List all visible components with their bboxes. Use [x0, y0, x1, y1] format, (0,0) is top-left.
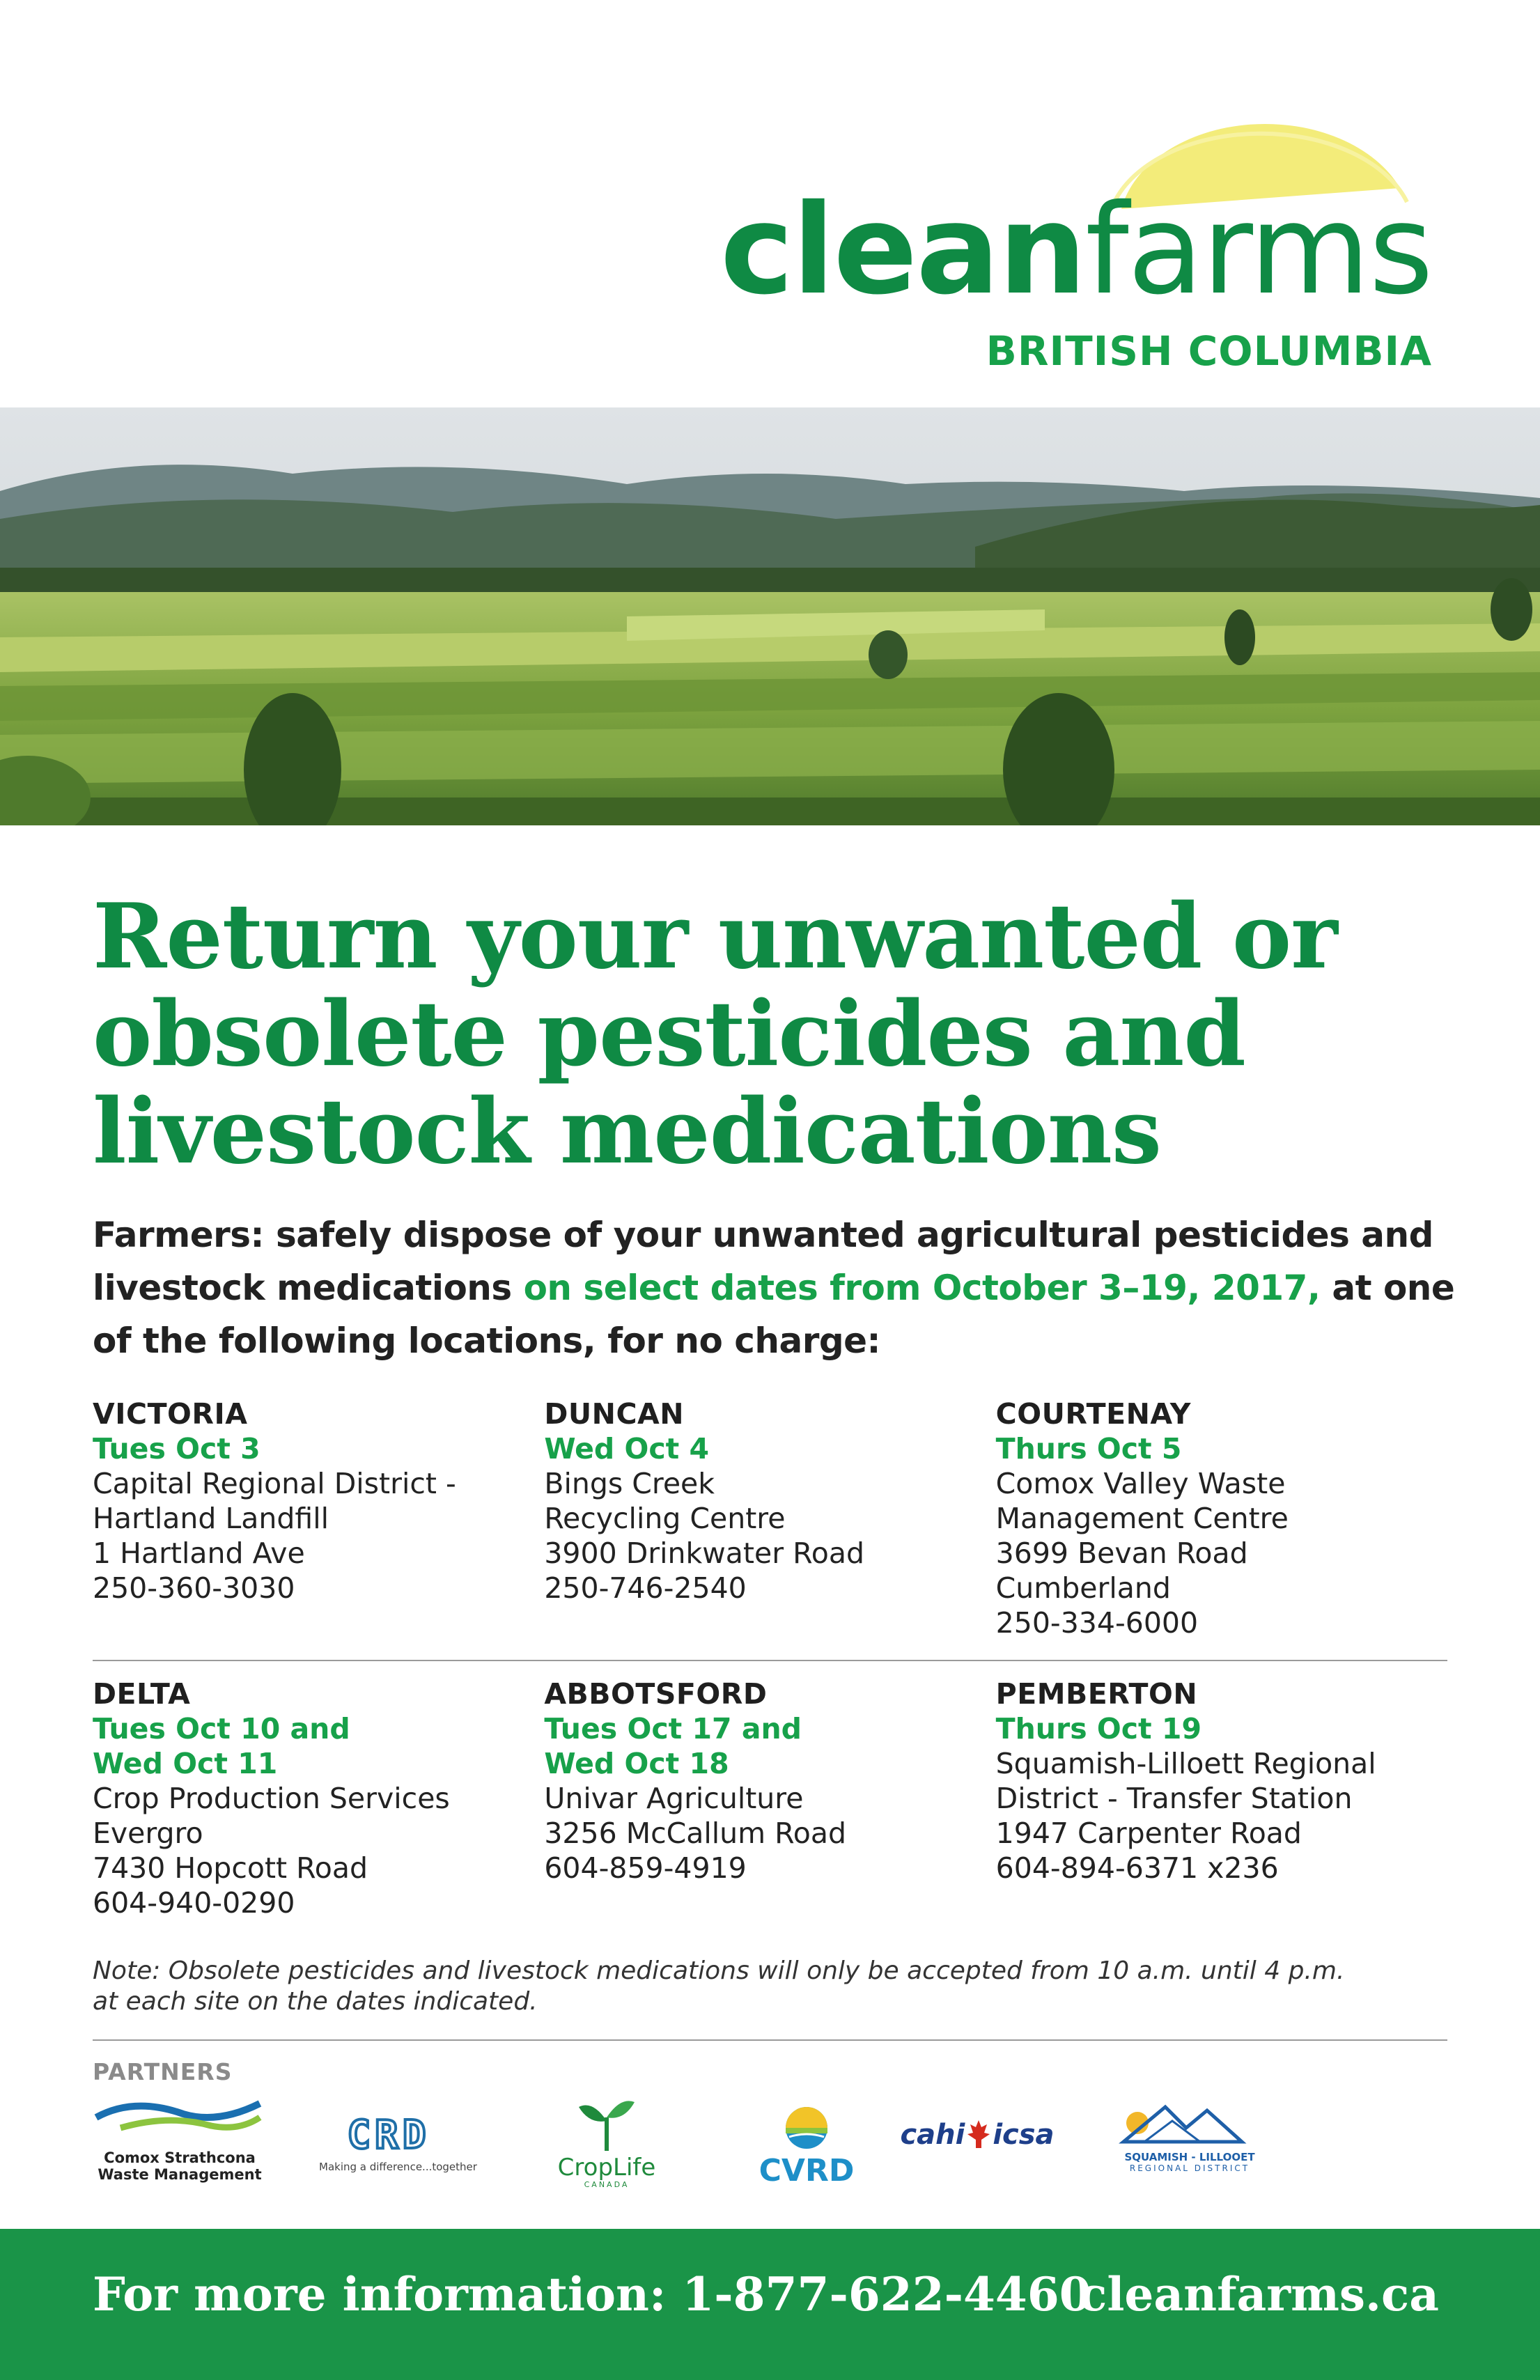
location-city: VICTORIA — [93, 1397, 248, 1431]
intro-date-range: on select dates from October 3–19, 2017, — [523, 1268, 1321, 1308]
farmland-photo — [0, 407, 1540, 825]
croplife-country: CANADA — [584, 2180, 630, 2189]
cvrd-sun-icon — [747, 2097, 866, 2152]
location-date: Wed Oct 11 — [93, 1747, 278, 1780]
location-line: 3256 McCallum Road — [544, 1817, 846, 1850]
crd-mark: CRD — [347, 2113, 430, 2158]
comox-swoosh-icon — [93, 2097, 267, 2145]
location-line: Bings Creek — [544, 1467, 715, 1500]
location-line: Hartland Landfill — [93, 1502, 329, 1535]
croplife-name: CropLife — [557, 2154, 656, 2181]
croplife-logo — [537, 2097, 676, 2201]
footer-website-link[interactable]: cleanfarms.ca — [1079, 2267, 1439, 2321]
location-date: Wed Oct 18 — [544, 1747, 729, 1780]
location-phone: 604-894-6371 x236 — [995, 1851, 1279, 1885]
comox-name-line-1: Comox Strathcona — [104, 2149, 256, 2166]
footer-info-phone: For more information: 1-877-622-4460 — [93, 2267, 1091, 2321]
cahi-text: cahi — [900, 2119, 965, 2151]
partners-label: PARTNERS — [93, 2058, 233, 2085]
headline-line-2: obsolete pesticides and — [93, 982, 1245, 1087]
location-city: COURTENAY — [995, 1397, 1191, 1431]
hours-note-line-1: Note: Obsolete pesticides and livestock medications will only be accepted from 10 a.m. until 4 p.m. — [93, 1957, 1345, 1985]
squamish-name-line-2: REGIONAL DISTRICT — [1129, 2163, 1250, 2173]
location-city: DELTA — [93, 1677, 191, 1711]
location-phone: 604-940-0290 — [93, 1886, 295, 1920]
location-line: Evergro — [93, 1817, 203, 1850]
location-date: Wed Oct 4 — [544, 1432, 710, 1465]
partners-divider — [93, 2039, 1447, 2041]
location-line: 1 Hartland Ave — [93, 1537, 305, 1570]
location-line: Crop Production Services — [93, 1782, 450, 1815]
logo-word-farms: farms — [1085, 178, 1432, 322]
location-pemberton — [996, 1677, 1447, 1954]
location-line: Capital Regional District - — [93, 1467, 456, 1500]
footer-bar — [0, 2229, 1540, 2380]
location-line: Squamish-Lilloett Regional — [995, 1747, 1376, 1780]
location-phone: 250-746-2540 — [544, 1571, 747, 1605]
locations-grid — [93, 1397, 1447, 1954]
location-line: 7430 Hopcott Road — [93, 1851, 368, 1885]
logo-wordmark — [720, 178, 1432, 322]
headline-line-3: livestock medications — [93, 1080, 1161, 1184]
location-phone: 250-334-6000 — [995, 1606, 1199, 1640]
location-date: Tues Oct 10 and — [93, 1712, 350, 1745]
hours-note-line-2: at each site on the dates indicated. — [93, 1987, 538, 2016]
location-victoria — [93, 1397, 544, 1660]
squamish-name-line-1: SQUAMISH - LILLOOET — [1124, 2151, 1255, 2163]
location-line: Comox Valley Waste — [995, 1467, 1286, 1500]
intro-text-1: Farmers: safely dispose of your unwanted agricultural pesticides and livestock medications — [93, 1215, 1433, 1308]
headline — [93, 885, 1458, 1184]
sprout-icon — [537, 2097, 676, 2152]
location-line: Cumberland — [995, 1571, 1171, 1605]
intro-paragraph — [93, 1208, 1458, 1367]
location-abbotsford — [544, 1677, 995, 1954]
location-line: 3699 Bevan Road — [995, 1537, 1248, 1570]
location-phone: 250-360-3030 — [93, 1571, 295, 1605]
intro-text-2: at one of the following locations, for no charge: — [93, 1268, 1455, 1361]
location-courtenay — [996, 1397, 1447, 1660]
location-city: PEMBERTON — [995, 1677, 1198, 1711]
location-delta — [93, 1677, 544, 1954]
locations-row-1 — [93, 1397, 1447, 1661]
location-date: Tues Oct 3 — [93, 1432, 260, 1465]
location-date: Thurs Oct 19 — [995, 1712, 1201, 1745]
location-city: DUNCAN — [544, 1397, 685, 1431]
maple-leaf-icon — [965, 2117, 993, 2152]
cahi-icsa-logo — [887, 2097, 1068, 2201]
logo-word-clean: clean — [720, 178, 1086, 322]
location-line: Recycling Centre — [544, 1502, 786, 1535]
crd-tagline: Making a difference...together — [319, 2161, 477, 2173]
partner-logos — [93, 2097, 1447, 2201]
comox-name-line-2: Waste Management — [98, 2166, 262, 2183]
location-duncan — [544, 1397, 995, 1660]
comox-strathcona-logo — [93, 2097, 267, 2201]
location-line: 1947 Carpenter Road — [995, 1817, 1302, 1850]
location-line: Management Centre — [995, 1502, 1289, 1535]
location-date: Tues Oct 17 and — [544, 1712, 802, 1745]
crd-logo — [319, 2097, 486, 2201]
icsa-text: icsa — [993, 2119, 1055, 2151]
location-city: ABBOTSFORD — [544, 1677, 768, 1711]
cleanfarms-logo — [0, 0, 1540, 404]
squamish-lillooet-logo — [1103, 2097, 1277, 2201]
cvrd-logo — [747, 2097, 866, 2201]
location-line: Univar Agriculture — [544, 1782, 804, 1815]
headline-line-1: Return your unwanted or — [93, 885, 1337, 989]
location-date: Thurs Oct 5 — [995, 1432, 1182, 1465]
locations-row-2 — [93, 1661, 1447, 1954]
hours-note — [93, 1956, 1458, 2017]
cvrd-name: CVRD — [759, 2153, 855, 2188]
location-phone: 604-859-4919 — [544, 1851, 747, 1885]
logo-subtitle: BRITISH COLUMBIA — [986, 327, 1432, 375]
mountain-icon — [1103, 2097, 1277, 2145]
location-line: 3900 Drinkwater Road — [544, 1537, 864, 1570]
location-line: District - Transfer Station — [995, 1782, 1353, 1815]
